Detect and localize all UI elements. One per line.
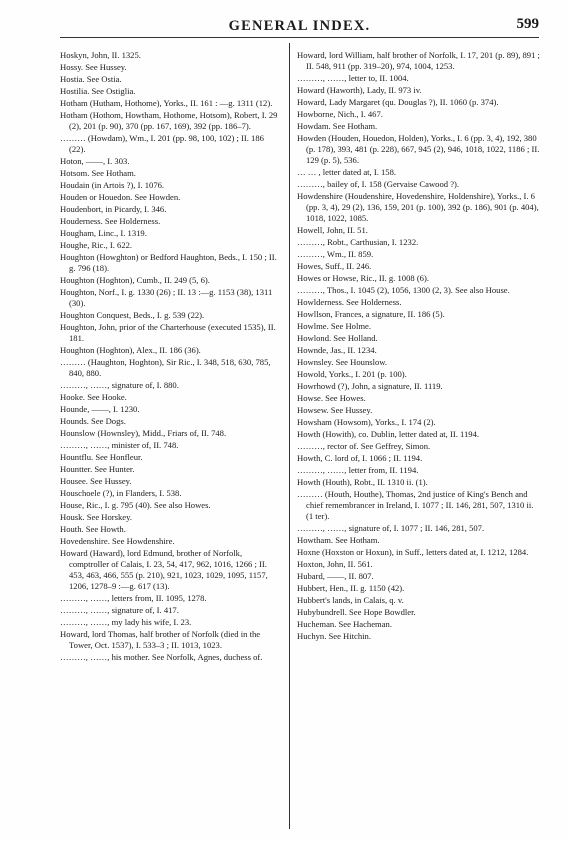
index-entry: Howard (Haward), lord Edmund, brother of Norfolk, comptroller of Calais, I. 23, 54, 417, 962, 1016, 1266 ; II. 453, 463, 466, 555 (p. 210), 921, 1023, 1029, 1095, 1157, 1206, 1278–9 :—g. 617 (13). — [60, 548, 268, 592]
index-entry: Hostilia. See Ostiglia. — [60, 85, 136, 96]
index-entry: Houderness. See Holderness. — [60, 216, 161, 226]
index-entry: Howse. See Howes. — [297, 393, 366, 404]
index-entry: ………, ……, letters from, II. 1095, 1278. — [60, 593, 207, 604]
index-entry: ……… (Haughton, Hoghton), Sir Ric., I. 348, 518, 630, 785, 840, 880. — [60, 357, 271, 379]
index-entry: Houschoele (?), in Flanders, I. 538. — [60, 488, 182, 499]
page-title: GENERAL INDEX. — [228, 18, 371, 34]
index-entry: Howell, John, II. 51. — [297, 225, 368, 236]
index-entry: ………, ……, signature of, I. 1077 ; II. 146, 281, 507. — [297, 523, 485, 534]
index-entry: Howes or Howse, Ric., II. g. 1008 (6). — [297, 273, 429, 284]
index-entry: Howden (Houden, Houedon, Holden), Yorks., I. 6 (pp. 3, 4), 192, 380 (p. 178), 393, 481 (p. 228), 667, 945 (2), 946, 1018, 1022, 1186 ; II. 129 (p. 5), 536. — [297, 133, 540, 166]
index-entry: Huchyn. See Hitchin. — [297, 631, 371, 641]
index-entry: Howold, Yorks., I. 201 (p. 100). — [297, 369, 407, 380]
index-entry: ………, ……, letter to, II. 1004. — [297, 73, 409, 84]
index-entry: Hossy. See Hussey. — [60, 61, 127, 72]
index-entry: … … , letter dated at, I. 158. — [297, 167, 397, 178]
index-entry: House, Ric., I. g. 795 (40). See also Howes. — [60, 500, 211, 511]
index-entry: ………, bailey of, I. 158 (Gervaise Cawood ?). — [297, 179, 460, 190]
index-entry: Houghton Conquest, Beds., I. g. 539 (22). — [60, 310, 205, 321]
index-entry: Howsham (Howsom), Yorks., I. 174 (2). — [297, 417, 436, 428]
index-entry: Howrhowd (?), John, a signature, II. 1119. — [297, 381, 443, 392]
index-entry: Hownsley. See Hounslow. — [297, 357, 388, 368]
index-entry: Hoton, ——, I. 303. — [60, 156, 130, 167]
index-entry: Hougham, Linc., I. 1319. — [60, 227, 147, 238]
index-entry: Houghe, Ric., I. 622. — [60, 239, 133, 250]
index-entry: Howth (Houth), Robt., II. 1310 ii. (1). — [297, 476, 428, 487]
index-entry: Howes, Suff., II. 246. — [297, 261, 372, 272]
index-entry: ………, ……, signature of, I. 417. — [60, 605, 179, 616]
index-entry: ………, ……, my lady his wife, I. 23. — [60, 617, 192, 628]
index-entry: Housk. See Horskey. — [60, 512, 133, 523]
index-entry: Hoskyn, John, II. 1325. — [60, 50, 141, 60]
index-entry: Hubybundrell. See Hope Bowdler. — [297, 607, 416, 618]
index-entry: Houghton (Howghton) or Bedford Haughton, Beds., I. 150 ; II. g. 796 (18). — [60, 251, 277, 274]
index-entry: Hubbert's lands, in Calais, q. v. — [297, 595, 404, 606]
index-entry: Hounds. See Dogs. — [60, 416, 126, 427]
index-entry: ……… (Houth, Houthe), Thomas, 2nd justice of King's Bench and chief remembrancer in Ireland, I. 1077 ; II. 146, 281, 507, 1310 ii. (1 ter). — [297, 488, 534, 522]
index-entry: Hounde, ——, I. 1230. — [60, 404, 140, 415]
index-entry: Houghton (Hoghton), Cumb., II. 249 (5, 6). — [60, 275, 210, 286]
index-column-left — [60, 50, 282, 831]
index-entry: Houdain (in Artois ?), I. 1076. — [60, 180, 165, 191]
index-entry: Howdenshire (Houdenshire, Hovedenshire, Holdenshire), Yorks., I. 6 (pp. 3, 4), 29 (2), 136, 159, 201 (p. 100), 392 (p. 186), 901 (p. 404), 1018, 1022, 1085. — [297, 191, 539, 224]
running-header — [60, 14, 539, 36]
index-entry: Hountter. See Hunter. — [60, 464, 135, 475]
index-entry: Hovedenshire. See Howdenshire. — [60, 536, 175, 547]
index-entry: ………, Thos., I. 1045 (2), 1056, 1300 (2, 3). See also House. — [297, 285, 510, 296]
index-entry: ………, ……, letter from, II. 1194. — [297, 465, 419, 475]
index-entry: Howlme. See Holme. — [297, 321, 371, 332]
index-entry: Howard (Haworth), Lady, II. 973 iv. — [297, 85, 422, 96]
index-column-right — [297, 50, 542, 831]
index-entry: Howllson, Frances, a signature, II. 186 (5). — [297, 309, 445, 320]
index-entry: Housee. See Hussey. — [60, 476, 132, 487]
index-entry: Hubbert, Hen., II. g. 1150 (42). — [297, 583, 405, 594]
index-entry: Houghton (Hoghton), Alex., II. 186 (36). — [60, 345, 201, 356]
index-entry: Howborne, Nich., I. 467. — [297, 109, 383, 120]
index-entry: Hostia. See Ostia. — [60, 73, 122, 84]
index-entry: Hoxton, John, II. 561. — [297, 559, 373, 570]
index-entry: Houth. See Howth. — [60, 524, 126, 535]
index-entry: ………, ……, his mother. See Norfolk, Agnes, duchess of. — [60, 652, 263, 663]
index-entry: ………, Robt., Carthusian, I. 1232. — [297, 237, 419, 248]
index-entry: Hoxne (Hoxston or Hoxun), in Suff., letters dated at, I. 1212, 1284. — [297, 547, 529, 558]
index-entry: Houghton, Norf., I. g. 1330 (26) ; II. 13 :—g. 1153 (38), 1311 (30). — [60, 287, 273, 309]
index-entry: Hountflu. See Honfleur. — [60, 452, 143, 463]
index-entry: Howtham. See Hotham. — [297, 535, 380, 546]
index-entry: Howth, C. lord of, I. 1066 ; II. 1194. — [297, 453, 423, 464]
page-number: 599 — [516, 16, 539, 32]
index-entry: ………, rector of. See Geffrey, Simon. — [297, 441, 431, 452]
index-entry: Howard, lord Thomas, half brother of Norfolk (died in the Tower, Oct. 1537), I. 533–3 ; II. 1013, 1023. — [60, 629, 261, 651]
index-entry: Hooke. See Hooke. — [60, 392, 127, 403]
index-entry: Houdenbort, in Picardy, I. 346. — [60, 204, 167, 215]
index-entry: Hotham (Hutham, Hothome), Yorks., II. 161 : —g. 1311 (12). — [60, 97, 273, 108]
index-entry: Hucheman. See Hacheman. — [297, 619, 392, 630]
index-entry: Howlond. See Holland. — [297, 333, 378, 344]
index-entry: Hotsom. See Hotham. — [60, 168, 136, 179]
index-entry: Howlderness. See Holderness. — [297, 297, 402, 308]
index-entry: Hounslow (Hownsley), Midd., Friars of, II. 748. — [60, 428, 227, 439]
index-entry: Howard, lord William, half brother of Norfolk, I. 17, 201 (p. 89), 891 ; II. 548, 911 (pp. 319–20), 974, 1004, 1253. — [297, 50, 540, 72]
index-entry: ………, Wm., II. 859. — [297, 249, 374, 260]
index-entry: Hotham (Hothom, Howtham, Hothome, Hotsom), Robert, I. 29 (2), 201 (p. 90), 370 (pp. 167, 169), 392 (pp. 186–7). — [60, 109, 278, 132]
column-divider — [289, 43, 290, 829]
index-entry: ……… (Howdam), Wm., I. 201 (pp. 98, 100, 102) ; II. 186 (22). — [60, 133, 264, 155]
index-entry: Houden or Houedon. See Howden. — [60, 192, 181, 203]
index-entry: Hubard, ——, II. 807. — [297, 571, 374, 582]
index-entry: Hownde, Jas., II. 1234. — [297, 345, 377, 356]
index-entry: ………, ……, minister of, II. 748. — [60, 440, 179, 451]
index-entry: ………, ……, signature of, I. 880. — [60, 380, 179, 391]
index-entry: Howsew. See Hussey. — [297, 405, 373, 416]
index-entry: Howth (Howith), co. Dublin, letter dated at, II. 1194. — [297, 429, 480, 440]
index-entry: Howdam. See Hotham. — [297, 121, 378, 132]
header-rule — [60, 37, 539, 38]
index-entry: Houghton, John, prior of the Charterhouse (executed 1535), II. 181. — [60, 322, 276, 344]
index-entry: Howard, Lady Margaret (qu. Douglas ?), II. 1060 (p. 374). — [297, 97, 499, 108]
